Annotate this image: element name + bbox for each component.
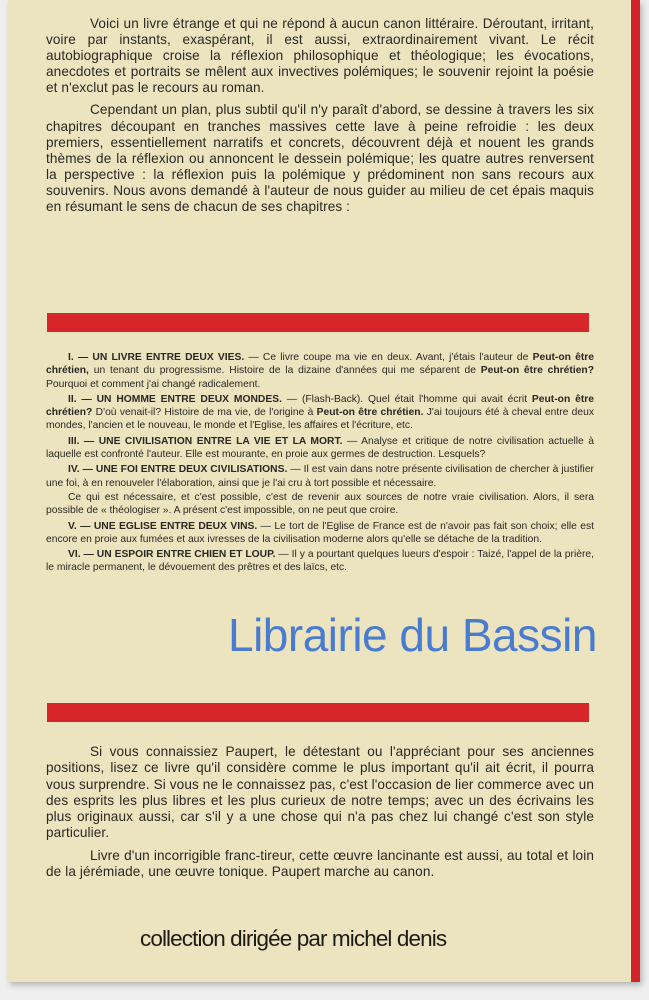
outro-paragraph-2: Livre d'un incorrigible franc-tireur, cette œuvre lancinante est aussi, au total et loin de la jérémiade, une œuvre tonique. Paupert marche au canon.	[46, 847, 594, 880]
chapter-summary	[46, 491, 594, 518]
intro-paragraph-2: Cependant un plan, plus subtil qu'il n'y paraît d'abord, se dessine à travers les six chapitres découpant en tranches massives cette lave à peine refroidie : les deux premiers, essentiellement narratifs et concrets, découvrent déjà et nouent les grands thèmes de la réflexion ou annoncent le dessein polémique; les quatre autres renversent la perspective : la réflexion puis la polémique y prédominent non sans recours aux souvenirs. Nous avons demandé à l'auteur de nous guider au milieu de cet épais maquis en résumant le sens de chacun de ses chapitres :	[46, 102, 594, 215]
chapter-summary	[46, 435, 594, 462]
chapter-summary	[46, 393, 594, 433]
chapter-summary	[46, 520, 594, 547]
watermark-text: Librairie du Bassin	[228, 609, 597, 661]
chapter-text: — Le tort de l'Eglise de France est de n'avoir pas fait son choix; elle est encore en proie aux fumées et aux ivresses de la civilisation moderne alors qu'elle se détache de la tradition.	[46, 520, 594, 545]
chapter-text: — Analyse et critique de notre civilisation actuelle à laquelle est confronté l'auteur. Elle est mourante, en proie aux germes de destruction. Lesquels?	[46, 435, 594, 461]
chapter-title: III. — UNE CIVILISATION ENTRE LA VIE ET LA MORT.	[68, 435, 343, 447]
chapter-title: IV. — UNE FOI ENTRE DEUX CIVILISATIONS.	[68, 464, 288, 476]
book-title-ref: Peut-on être chrétien?	[480, 365, 594, 377]
chapter-title: VI. — UN ESPOIR ENTRE CHIEN ET LOUP.	[68, 549, 276, 561]
outro-paragraph-1: Si vous connaissiez Paupert, le détestant ou l'appréciant pour ses anciennes positions, lisez ce livre qu'il considère comme le plus important qu'il ait écrit, il pourra vous surprendre. Si vous ne le connaissez pas, c'est l'occasion de lier commerce avec un des esprits les plus libres et les plus curieux de notre temps; avec un des écrivains les plus originaux aussi, car s'il y a une chose qui n'a pas chez lui changé c'est son style particulier.	[46, 744, 594, 841]
chapter-text: J'ai toujours été à cheval entre deux mondes, l'ancien et le nouveau, le monde et l'Eglise, les affaires et l'écriture, etc.	[46, 407, 594, 432]
red-divider-top	[47, 313, 589, 332]
chapter-text: — (Flash-Back). Quel était l'homme qui avait écrit	[281, 393, 532, 405]
chapter-list	[46, 351, 594, 577]
book-title-ref: Peut-on être chrétien?	[46, 393, 594, 419]
chapter-title: V. — UNE EGLISE ENTRE DEUX VINS.	[68, 520, 258, 532]
chapter-text: — Ce livre coupe ma vie en deux. Avant, j'étais l'auteur de	[244, 352, 533, 363]
chapter-summary	[46, 548, 594, 575]
collection-credit: collection dirigée par michel denis	[140, 926, 447, 951]
book-back-cover	[8, 0, 640, 982]
chapter-summary	[46, 463, 594, 490]
chapter-text: Pourquoi et comment j'ai changé radicalement.	[46, 378, 261, 390]
book-title-ref: Peut-on être chrétien,	[46, 352, 594, 377]
chapter-title: II. — UN HOMME ENTRE DEUX MONDES.	[68, 393, 282, 405]
chapter-text: — Il est vain dans notre présente civilisation de chercher à justifier une foi, à en renouveler l'élaboration, ainsi que je l'ai cru à tort possible et nécessaire.	[46, 464, 594, 489]
chapter-text: Ce qui est nécessaire, et c'est possible, c'est de revenir aux sources de notre vraie civilisation. Alors, il sera possible de « théologiser ». A présent c'est impossible, on ne peut que croire.	[46, 491, 594, 517]
red-divider-bottom	[47, 703, 589, 722]
chapter-text: D'où venait-il? Histoire de ma vie, de l'origine à	[92, 407, 317, 419]
book-title-ref: Peut-on être chrétien.	[316, 407, 424, 419]
chapter-text: un tenant du progressisme. Histoire de la dizaine d'années qui me séparent de	[88, 365, 481, 377]
chapter-text: — Il y a pourtant quelques lueurs d'espoir : Taizé, l'appel de la prière, le miracle permanent, le dévouement des prêtres et des laïcs, etc.	[46, 549, 594, 574]
chapter-summary	[46, 351, 594, 391]
intro-paragraph-1: Voici un livre étrange et qui ne répond à aucun canon littéraire. Déroutant, irritant, voire par instants, exaspérant, il est aussi, extraordinairement vivant. Le récit autobiographique croise la réflexion philosophique et théologique; les évocations, anecdotes et portraits se mêlent aux invectives polémiques; le souvenir rejoint la poésie et n'exclut pas le recours au roman.	[46, 16, 594, 96]
intro-text	[46, 16, 594, 215]
outro-text	[46, 744, 594, 880]
red-spine-edge	[631, 0, 640, 982]
chapter-title: I. — UN LIVRE ENTRE DEUX VIES.	[68, 352, 245, 363]
